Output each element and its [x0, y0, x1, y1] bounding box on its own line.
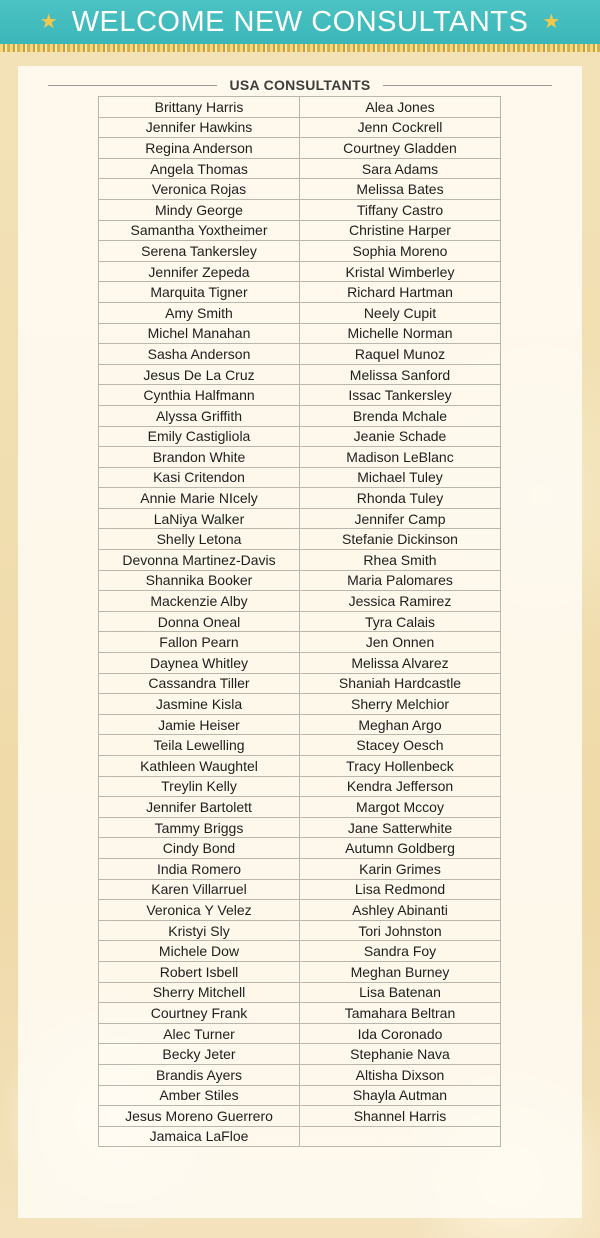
table-row [99, 1126, 501, 1147]
consultant-name: Tammy Briggs [99, 817, 300, 838]
consultant-name: Brandis Ayers [99, 1064, 300, 1085]
section-title: USA CONSULTANTS [229, 77, 371, 93]
consultant-name: Veronica Y Velez [99, 900, 300, 921]
consultant-name: Jennifer Camp [300, 508, 501, 529]
consultant-name: Treylin Kelly [99, 776, 300, 797]
consultant-name: Fallon Pearn [99, 632, 300, 653]
table-row [99, 508, 501, 529]
consultant-name: Tamahara Beltran [300, 1003, 501, 1024]
table-row [99, 241, 501, 262]
table-row [99, 529, 501, 550]
table-row [99, 1003, 501, 1024]
table-row [99, 199, 501, 220]
consultant-name: Raquel Munoz [300, 344, 501, 365]
consultant-name: Devonna Martinez-Davis [99, 550, 300, 571]
consultant-name: Lisa Redmond [300, 879, 501, 900]
star-icon: ★ [39, 11, 58, 33]
table-row [99, 879, 501, 900]
table-row [99, 941, 501, 962]
table-row [99, 653, 501, 674]
table-row [99, 735, 501, 756]
consultant-name: Annie Marie NIcely [99, 488, 300, 509]
consultant-name: Jessica Ramirez [300, 591, 501, 612]
consultant-name: Courtney Gladden [300, 138, 501, 159]
consultant-name: Kristyi Sly [99, 920, 300, 941]
consultant-name: Samantha Yoxtheimer [99, 220, 300, 241]
consultant-name: Mackenzie Alby [99, 591, 300, 612]
table-row [99, 117, 501, 138]
consultant-name: Sherry Melchior [300, 694, 501, 715]
table-row [99, 138, 501, 159]
consultant-name: Kasi Critendon [99, 467, 300, 488]
consultant-name: Alec Turner [99, 1023, 300, 1044]
consultant-name: Jamaica LaFloe [99, 1126, 300, 1147]
consultant-name: Ida Coronado [300, 1023, 501, 1044]
table-row [99, 900, 501, 921]
table-row [99, 632, 501, 653]
consultant-name: Jennifer Hawkins [99, 117, 300, 138]
consultant-name: Michael Tuley [300, 467, 501, 488]
table-row [99, 1085, 501, 1106]
consultant-name: Sandra Foy [300, 941, 501, 962]
page-title: WELCOME NEW CONSULTANTS [71, 5, 529, 38]
divider [48, 85, 217, 86]
table-row [99, 982, 501, 1003]
consultant-name: Daynea Whitley [99, 653, 300, 674]
consultant-name: Teila Lewelling [99, 735, 300, 756]
table-row [99, 961, 501, 982]
table-row [99, 817, 501, 838]
consultant-name: Jesus De La Cruz [99, 364, 300, 385]
consultant-name: Cassandra Tiller [99, 673, 300, 694]
table-row [99, 1023, 501, 1044]
table-row [99, 920, 501, 941]
consultant-name: Serena Tankersley [99, 241, 300, 262]
consultant-name: India Romero [99, 858, 300, 879]
table-row [99, 570, 501, 591]
consultant-name: Shaniah Hardcastle [300, 673, 501, 694]
consultant-name: Rhea Smith [300, 550, 501, 571]
consultant-name: Alyssa Griffith [99, 405, 300, 426]
table-row [99, 385, 501, 406]
consultant-name: Michelle Norman [300, 323, 501, 344]
divider [383, 85, 552, 86]
table-row [99, 447, 501, 468]
consultant-name: Marquita Tigner [99, 282, 300, 303]
consultant-name: Regina Anderson [99, 138, 300, 159]
table-row [99, 220, 501, 241]
consultant-table-body [99, 97, 501, 1147]
consultant-name: Emily Castigliola [99, 426, 300, 447]
consultant-name: Melissa Alvarez [300, 653, 501, 674]
consultant-name: Jenn Cockrell [300, 117, 501, 138]
consultant-name: Shannel Harris [300, 1106, 501, 1127]
consultant-name: Veronica Rojas [99, 179, 300, 200]
consultant-name: Courtney Frank [99, 1003, 300, 1024]
table-row [99, 756, 501, 777]
consultant-name: Brenda Mchale [300, 405, 501, 426]
header-banner [0, 0, 600, 44]
consultant-name: Angela Thomas [99, 158, 300, 179]
consultant-name: Shelly Letona [99, 529, 300, 550]
consultant-name: Jane Satterwhite [300, 817, 501, 838]
consultant-name: Shayla Autman [300, 1085, 501, 1106]
consultant-name: Mindy George [99, 199, 300, 220]
table-row [99, 261, 501, 282]
consultant-name: Issac Tankersley [300, 385, 501, 406]
table-row [99, 1044, 501, 1065]
consultant-name: Jennifer Zepeda [99, 261, 300, 282]
consultant-name: Karen Villarruel [99, 879, 300, 900]
consultant-name: Jeanie Schade [300, 426, 501, 447]
table-row [99, 838, 501, 859]
consultant-name: Alea Jones [300, 97, 501, 118]
consultant-name: Meghan Argo [300, 714, 501, 735]
consultant-name: Sasha Anderson [99, 344, 300, 365]
table-row [99, 179, 501, 200]
consultant-name: Kendra Jefferson [300, 776, 501, 797]
table-row [99, 97, 501, 118]
table-row [99, 158, 501, 179]
table-row [99, 1106, 501, 1127]
table-row [99, 364, 501, 385]
consultant-name: Jasmine Kisla [99, 694, 300, 715]
table-row [99, 591, 501, 612]
consultant-name: Jesus Moreno Guerrero [99, 1106, 300, 1127]
consultant-name: Sherry Mitchell [99, 982, 300, 1003]
consultant-name: Margot Mccoy [300, 797, 501, 818]
consultant-name: Cynthia Halfmann [99, 385, 300, 406]
consultant-name: Tori Johnston [300, 920, 501, 941]
consultant-name: Melissa Sanford [300, 364, 501, 385]
consultant-name: Kristal Wimberley [300, 261, 501, 282]
table-row [99, 467, 501, 488]
table-row [99, 323, 501, 344]
table-row [99, 797, 501, 818]
consultant-name: Kathleen Waughtel [99, 756, 300, 777]
consultant-name: Tiffany Castro [300, 199, 501, 220]
consultant-table [98, 96, 501, 1147]
star-icon: ★ [542, 11, 561, 33]
consultant-name: Michel Manahan [99, 323, 300, 344]
consultant-name: LaNiya Walker [99, 508, 300, 529]
consultant-name: Amy Smith [99, 302, 300, 323]
table-row [99, 405, 501, 426]
consultant-name: Shannika Booker [99, 570, 300, 591]
consultant-name: Stefanie Dickinson [300, 529, 501, 550]
consultant-name: Altisha Dixson [300, 1064, 501, 1085]
consultant-name: Amber Stiles [99, 1085, 300, 1106]
consultant-name: Stacey Oesch [300, 735, 501, 756]
consultant-name: Cindy Bond [99, 838, 300, 859]
consultant-name: Tracy Hollenbeck [300, 756, 501, 777]
table-row [99, 344, 501, 365]
consultant-name: Jen Onnen [300, 632, 501, 653]
content-panel [18, 66, 582, 1218]
consultant-name: Maria Palomares [300, 570, 501, 591]
table-row [99, 302, 501, 323]
consultant-name: Richard Hartman [300, 282, 501, 303]
table-row [99, 488, 501, 509]
table-row [99, 282, 501, 303]
table-row [99, 611, 501, 632]
consultant-name: Becky Jeter [99, 1044, 300, 1065]
consultant-name [300, 1126, 501, 1147]
consultant-name: Michele Dow [99, 941, 300, 962]
table-row [99, 714, 501, 735]
consultant-name: Autumn Goldberg [300, 838, 501, 859]
table-row [99, 673, 501, 694]
consultant-name: Neely Cupit [300, 302, 501, 323]
consultant-name: Donna Oneal [99, 611, 300, 632]
consultant-name: Meghan Burney [300, 961, 501, 982]
consultant-name: Christine Harper [300, 220, 501, 241]
table-row [99, 426, 501, 447]
consultant-name: Sara Adams [300, 158, 501, 179]
table-row [99, 550, 501, 571]
consultant-name: Tyra Calais [300, 611, 501, 632]
consultant-name: Lisa Batenan [300, 982, 501, 1003]
section-header [48, 76, 552, 94]
consultant-name: Brandon White [99, 447, 300, 468]
consultant-name: Ashley Abinanti [300, 900, 501, 921]
consultant-name: Brittany Harris [99, 97, 300, 118]
consultant-name: Madison LeBlanc [300, 447, 501, 468]
consultant-name: Karin Grimes [300, 858, 501, 879]
table-row [99, 776, 501, 797]
table-row [99, 694, 501, 715]
consultant-name: Jennifer Bartolett [99, 797, 300, 818]
table-row [99, 858, 501, 879]
consultant-name: Melissa Bates [300, 179, 501, 200]
consultant-name: Stephanie Nava [300, 1044, 501, 1065]
consultant-name: Robert Isbell [99, 961, 300, 982]
glitter-border [0, 44, 600, 52]
consultant-name: Rhonda Tuley [300, 488, 501, 509]
consultant-name: Jamie Heiser [99, 714, 300, 735]
table-row [99, 1064, 501, 1085]
consultant-name: Sophia Moreno [300, 241, 501, 262]
